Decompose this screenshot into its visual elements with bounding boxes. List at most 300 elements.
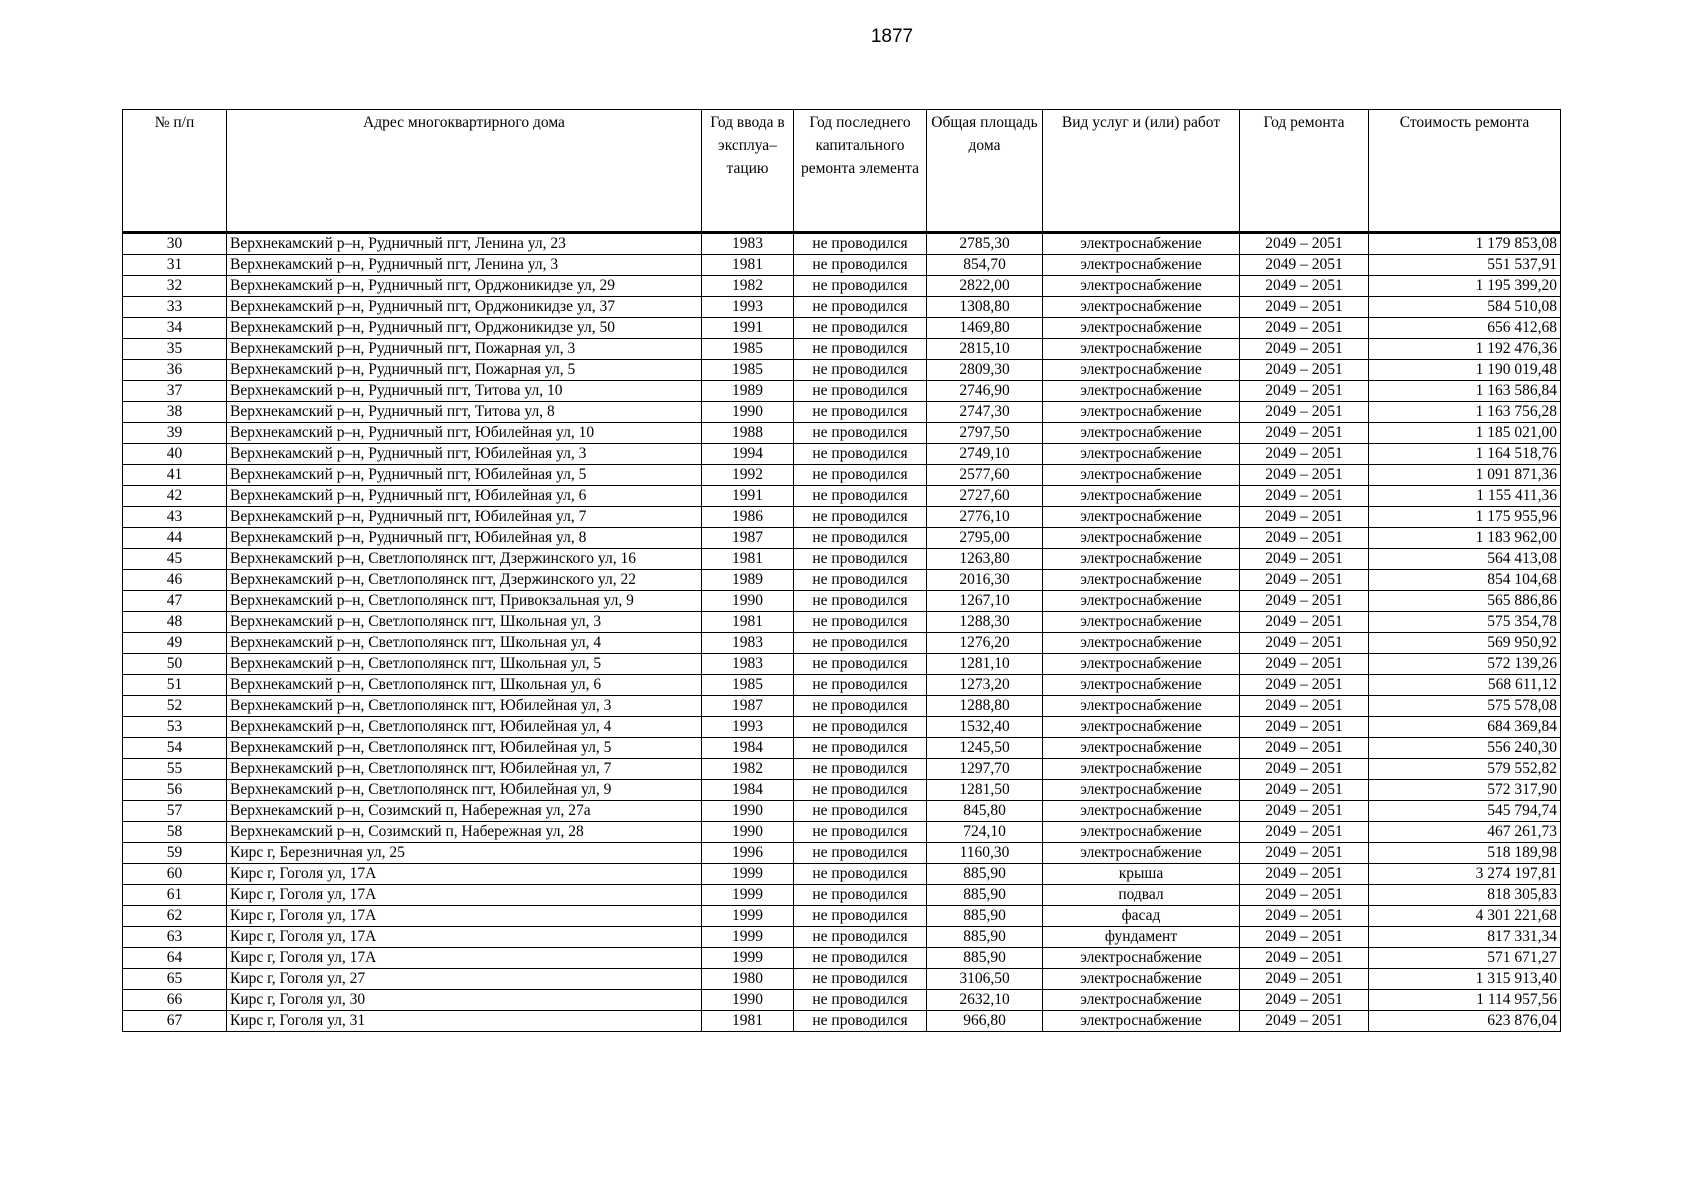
row-number: 63 bbox=[123, 927, 227, 948]
service-cell: подвал bbox=[1043, 885, 1240, 906]
row-number: 64 bbox=[123, 948, 227, 969]
repair-period-cell: 2049 – 2051 bbox=[1240, 885, 1369, 906]
area-cell: 1276,20 bbox=[927, 633, 1043, 654]
last-repair-cell: не проводился bbox=[794, 927, 927, 948]
cost-cell: 568 611,12 bbox=[1369, 675, 1561, 696]
cost-cell: 1 315 913,40 bbox=[1369, 969, 1561, 990]
service-cell: электроснабжение bbox=[1043, 423, 1240, 444]
repair-period-cell: 2049 – 2051 bbox=[1240, 318, 1369, 339]
header-area: Общая площадь дома bbox=[927, 110, 1043, 233]
area-cell: 2747,30 bbox=[927, 402, 1043, 423]
row-number: 36 bbox=[123, 360, 227, 381]
service-cell: электроснабжение bbox=[1043, 717, 1240, 738]
service-cell: электроснабжение bbox=[1043, 801, 1240, 822]
area-cell: 966,80 bbox=[927, 1011, 1043, 1032]
cost-cell: 656 412,68 bbox=[1369, 318, 1561, 339]
cost-cell: 1 185 021,00 bbox=[1369, 423, 1561, 444]
table-row bbox=[123, 864, 1561, 885]
area-cell: 1532,40 bbox=[927, 717, 1043, 738]
address-cell: Верхнекамский р–н, Рудничный пгт, Пожарная ул, 5 bbox=[227, 360, 702, 381]
repair-period-cell: 2049 – 2051 bbox=[1240, 255, 1369, 276]
area-cell: 1273,20 bbox=[927, 675, 1043, 696]
row-number: 51 bbox=[123, 675, 227, 696]
row-number: 44 bbox=[123, 528, 227, 549]
service-cell: электроснабжение bbox=[1043, 654, 1240, 675]
area-cell: 2632,10 bbox=[927, 990, 1043, 1011]
year-built-cell: 1999 bbox=[702, 948, 794, 969]
area-cell: 2797,50 bbox=[927, 423, 1043, 444]
last-repair-cell: не проводился bbox=[794, 444, 927, 465]
table-row bbox=[123, 465, 1561, 486]
repair-period-cell: 2049 – 2051 bbox=[1240, 738, 1369, 759]
year-built-cell: 1994 bbox=[702, 444, 794, 465]
year-built-cell: 1999 bbox=[702, 885, 794, 906]
repair-period-cell: 2049 – 2051 bbox=[1240, 549, 1369, 570]
last-repair-cell: не проводился bbox=[794, 675, 927, 696]
repair-period-cell: 2049 – 2051 bbox=[1240, 759, 1369, 780]
area-cell: 2749,10 bbox=[927, 444, 1043, 465]
year-built-cell: 1986 bbox=[702, 507, 794, 528]
row-number: 30 bbox=[123, 233, 227, 255]
repair-period-cell: 2049 – 2051 bbox=[1240, 528, 1369, 549]
table-row bbox=[123, 444, 1561, 465]
service-cell: электроснабжение bbox=[1043, 276, 1240, 297]
repair-period-cell: 2049 – 2051 bbox=[1240, 507, 1369, 528]
address-cell: Верхнекамский р–н, Светлополянск пгт, Дзержинского ул, 16 bbox=[227, 549, 702, 570]
year-built-cell: 1993 bbox=[702, 717, 794, 738]
address-cell: Верхнекамский р–н, Светлополянск пгт, Школьная ул, 5 bbox=[227, 654, 702, 675]
table-row bbox=[123, 276, 1561, 297]
service-cell: электроснабжение bbox=[1043, 822, 1240, 843]
row-number: 55 bbox=[123, 759, 227, 780]
area-cell: 1297,70 bbox=[927, 759, 1043, 780]
area-cell: 1245,50 bbox=[927, 738, 1043, 759]
service-cell: крыша bbox=[1043, 864, 1240, 885]
repair-period-cell: 2049 – 2051 bbox=[1240, 717, 1369, 738]
table-row bbox=[123, 780, 1561, 801]
repair-registry-table bbox=[122, 109, 1561, 1032]
cost-cell: 1 155 411,36 bbox=[1369, 486, 1561, 507]
table-row bbox=[123, 318, 1561, 339]
table-row bbox=[123, 233, 1561, 255]
service-cell: электроснабжение bbox=[1043, 486, 1240, 507]
year-built-cell: 1987 bbox=[702, 528, 794, 549]
address-cell: Верхнекамский р–н, Светлополянск пгт, Юбилейная ул, 5 bbox=[227, 738, 702, 759]
repair-period-cell: 2049 – 2051 bbox=[1240, 801, 1369, 822]
last-repair-cell: не проводился bbox=[794, 570, 927, 591]
last-repair-cell: не проводился bbox=[794, 612, 927, 633]
repair-period-cell: 2049 – 2051 bbox=[1240, 423, 1369, 444]
last-repair-cell: не проводился bbox=[794, 948, 927, 969]
header-service: Вид услуг и (или) работ bbox=[1043, 110, 1240, 233]
row-number: 57 bbox=[123, 801, 227, 822]
repair-period-cell: 2049 – 2051 bbox=[1240, 822, 1369, 843]
area-cell: 724,10 bbox=[927, 822, 1043, 843]
cost-cell: 3 274 197,81 bbox=[1369, 864, 1561, 885]
address-cell: Верхнекамский р–н, Светлополянск пгт, Привокзальная ул, 9 bbox=[227, 591, 702, 612]
service-cell: электроснабжение bbox=[1043, 255, 1240, 276]
year-built-cell: 1990 bbox=[702, 402, 794, 423]
table-row bbox=[123, 927, 1561, 948]
service-cell: электроснабжение bbox=[1043, 444, 1240, 465]
area-cell: 2776,10 bbox=[927, 507, 1043, 528]
address-cell: Верхнекамский р–н, Рудничный пгт, Юбилейная ул, 7 bbox=[227, 507, 702, 528]
repair-period-cell: 2049 – 2051 bbox=[1240, 654, 1369, 675]
cost-cell: 1 179 853,08 bbox=[1369, 233, 1561, 255]
year-built-cell: 1984 bbox=[702, 738, 794, 759]
area-cell: 1288,30 bbox=[927, 612, 1043, 633]
area-cell: 2785,30 bbox=[927, 233, 1043, 255]
header-repair-period: Год ремонта bbox=[1240, 110, 1369, 233]
last-repair-cell: не проводился bbox=[794, 339, 927, 360]
address-cell: Верхнекамский р–н, Рудничный пгт, Юбилейная ул, 10 bbox=[227, 423, 702, 444]
address-cell: Верхнекамский р–н, Светлополянск пгт, Юбилейная ул, 7 bbox=[227, 759, 702, 780]
address-cell: Верхнекамский р–н, Созимский п, Набережная ул, 27а bbox=[227, 801, 702, 822]
address-cell: Кирс г, Гоголя ул, 17А bbox=[227, 864, 702, 885]
last-repair-cell: не проводился bbox=[794, 864, 927, 885]
row-number: 34 bbox=[123, 318, 227, 339]
service-cell: электроснабжение bbox=[1043, 969, 1240, 990]
area-cell: 1469,80 bbox=[927, 318, 1043, 339]
last-repair-cell: не проводился bbox=[794, 528, 927, 549]
year-built-cell: 1985 bbox=[702, 339, 794, 360]
service-cell: электроснабжение bbox=[1043, 738, 1240, 759]
area-cell: 1263,80 bbox=[927, 549, 1043, 570]
last-repair-cell: не проводился bbox=[794, 486, 927, 507]
address-cell: Кирс г, Гоголя ул, 17А bbox=[227, 906, 702, 927]
year-built-cell: 1983 bbox=[702, 233, 794, 255]
year-built-cell: 1993 bbox=[702, 297, 794, 318]
address-cell: Верхнекамский р–н, Рудничный пгт, Пожарная ул, 3 bbox=[227, 339, 702, 360]
address-cell: Кирс г, Гоголя ул, 17А bbox=[227, 948, 702, 969]
last-repair-cell: не проводился bbox=[794, 759, 927, 780]
table-row bbox=[123, 570, 1561, 591]
repair-period-cell: 2049 – 2051 bbox=[1240, 591, 1369, 612]
address-cell: Верхнекамский р–н, Рудничный пгт, Юбилейная ул, 6 bbox=[227, 486, 702, 507]
year-built-cell: 1990 bbox=[702, 990, 794, 1011]
service-cell: электроснабжение bbox=[1043, 843, 1240, 864]
repair-period-cell: 2049 – 2051 bbox=[1240, 906, 1369, 927]
header-last-repair: Год последнего капитального ремонта элемента bbox=[794, 110, 927, 233]
cost-cell: 1 163 586,84 bbox=[1369, 381, 1561, 402]
area-cell: 3106,50 bbox=[927, 969, 1043, 990]
table-row bbox=[123, 990, 1561, 1011]
year-built-cell: 1991 bbox=[702, 486, 794, 507]
table-row bbox=[123, 675, 1561, 696]
row-number: 47 bbox=[123, 591, 227, 612]
year-built-cell: 1987 bbox=[702, 696, 794, 717]
service-cell: электроснабжение bbox=[1043, 633, 1240, 654]
year-built-cell: 1999 bbox=[702, 906, 794, 927]
service-cell: электроснабжение bbox=[1043, 1011, 1240, 1032]
row-number: 41 bbox=[123, 465, 227, 486]
row-number: 54 bbox=[123, 738, 227, 759]
year-built-cell: 1990 bbox=[702, 822, 794, 843]
repair-period-cell: 2049 – 2051 bbox=[1240, 675, 1369, 696]
cost-cell: 467 261,73 bbox=[1369, 822, 1561, 843]
row-number: 48 bbox=[123, 612, 227, 633]
table-row bbox=[123, 381, 1561, 402]
header-number: № п/п bbox=[123, 110, 227, 233]
area-cell: 2795,00 bbox=[927, 528, 1043, 549]
address-cell: Кирс г, Березничная ул, 25 bbox=[227, 843, 702, 864]
cost-cell: 1 190 019,48 bbox=[1369, 360, 1561, 381]
address-cell: Кирс г, Гоголя ул, 27 bbox=[227, 969, 702, 990]
address-cell: Верхнекамский р–н, Светлополянск пгт, Школьная ул, 4 bbox=[227, 633, 702, 654]
repair-period-cell: 2049 – 2051 bbox=[1240, 612, 1369, 633]
year-built-cell: 1991 bbox=[702, 318, 794, 339]
row-number: 40 bbox=[123, 444, 227, 465]
address-cell: Кирс г, Гоголя ул, 30 bbox=[227, 990, 702, 1011]
area-cell: 1160,30 bbox=[927, 843, 1043, 864]
service-cell: электроснабжение bbox=[1043, 381, 1240, 402]
year-built-cell: 1984 bbox=[702, 780, 794, 801]
cost-cell: 4 301 221,68 bbox=[1369, 906, 1561, 927]
row-number: 49 bbox=[123, 633, 227, 654]
table-header bbox=[123, 110, 1561, 233]
cost-cell: 551 537,91 bbox=[1369, 255, 1561, 276]
row-number: 39 bbox=[123, 423, 227, 444]
address-cell: Верхнекамский р–н, Светлополянск пгт, Юбилейная ул, 3 bbox=[227, 696, 702, 717]
table-row bbox=[123, 1011, 1561, 1032]
year-built-cell: 1982 bbox=[702, 276, 794, 297]
cost-cell: 1 163 756,28 bbox=[1369, 402, 1561, 423]
table-row bbox=[123, 402, 1561, 423]
repair-period-cell: 2049 – 2051 bbox=[1240, 402, 1369, 423]
cost-cell: 569 950,92 bbox=[1369, 633, 1561, 654]
cost-cell: 571 671,27 bbox=[1369, 948, 1561, 969]
table-row bbox=[123, 738, 1561, 759]
last-repair-cell: не проводился bbox=[794, 318, 927, 339]
repair-period-cell: 2049 – 2051 bbox=[1240, 381, 1369, 402]
address-cell: Верхнекамский р–н, Рудничный пгт, Орджоникидзе ул, 37 bbox=[227, 297, 702, 318]
address-cell: Верхнекамский р–н, Созимский п, Набережная ул, 28 bbox=[227, 822, 702, 843]
table-row bbox=[123, 528, 1561, 549]
row-number: 42 bbox=[123, 486, 227, 507]
row-number: 66 bbox=[123, 990, 227, 1011]
address-cell: Верхнекамский р–н, Рудничный пгт, Юбилейная ул, 5 bbox=[227, 465, 702, 486]
service-cell: фасад bbox=[1043, 906, 1240, 927]
last-repair-cell: не проводился bbox=[794, 423, 927, 444]
service-cell: электроснабжение bbox=[1043, 675, 1240, 696]
repair-period-cell: 2049 – 2051 bbox=[1240, 780, 1369, 801]
last-repair-cell: не проводился bbox=[794, 633, 927, 654]
service-cell: электроснабжение bbox=[1043, 233, 1240, 255]
last-repair-cell: не проводился bbox=[794, 885, 927, 906]
row-number: 33 bbox=[123, 297, 227, 318]
cost-cell: 818 305,83 bbox=[1369, 885, 1561, 906]
last-repair-cell: не проводился bbox=[794, 297, 927, 318]
table-row bbox=[123, 633, 1561, 654]
service-cell: электроснабжение bbox=[1043, 465, 1240, 486]
service-cell: электроснабжение bbox=[1043, 759, 1240, 780]
year-built-cell: 1983 bbox=[702, 633, 794, 654]
table-row bbox=[123, 255, 1561, 276]
cost-cell: 556 240,30 bbox=[1369, 738, 1561, 759]
repair-period-cell: 2049 – 2051 bbox=[1240, 990, 1369, 1011]
row-number: 35 bbox=[123, 339, 227, 360]
cost-cell: 564 413,08 bbox=[1369, 549, 1561, 570]
row-number: 31 bbox=[123, 255, 227, 276]
service-cell: электроснабжение bbox=[1043, 339, 1240, 360]
repair-period-cell: 2049 – 2051 bbox=[1240, 633, 1369, 654]
last-repair-cell: не проводился bbox=[794, 402, 927, 423]
last-repair-cell: не проводился bbox=[794, 255, 927, 276]
cost-cell: 684 369,84 bbox=[1369, 717, 1561, 738]
year-built-cell: 1989 bbox=[702, 570, 794, 591]
table-row bbox=[123, 339, 1561, 360]
row-number: 52 bbox=[123, 696, 227, 717]
area-cell: 885,90 bbox=[927, 906, 1043, 927]
table-row bbox=[123, 696, 1561, 717]
last-repair-cell: не проводился bbox=[794, 381, 927, 402]
repair-period-cell: 2049 – 2051 bbox=[1240, 339, 1369, 360]
year-built-cell: 1985 bbox=[702, 360, 794, 381]
area-cell: 885,90 bbox=[927, 948, 1043, 969]
service-cell: электроснабжение bbox=[1043, 570, 1240, 591]
header-address: Адрес многоквартирного дома bbox=[227, 110, 702, 233]
table-row bbox=[123, 549, 1561, 570]
row-number: 38 bbox=[123, 402, 227, 423]
page-number: 1877 bbox=[870, 26, 914, 47]
table-row bbox=[123, 654, 1561, 675]
area-cell: 1281,10 bbox=[927, 654, 1043, 675]
address-cell: Верхнекамский р–н, Светлополянск пгт, Школьная ул, 6 bbox=[227, 675, 702, 696]
area-cell: 854,70 bbox=[927, 255, 1043, 276]
row-number: 62 bbox=[123, 906, 227, 927]
address-cell: Кирс г, Гоголя ул, 31 bbox=[227, 1011, 702, 1032]
cost-cell: 579 552,82 bbox=[1369, 759, 1561, 780]
address-cell: Кирс г, Гоголя ул, 17А bbox=[227, 927, 702, 948]
cost-cell: 1 183 962,00 bbox=[1369, 528, 1561, 549]
table-row bbox=[123, 948, 1561, 969]
year-built-cell: 1990 bbox=[702, 591, 794, 612]
cost-cell: 1 195 399,20 bbox=[1369, 276, 1561, 297]
year-built-cell: 1980 bbox=[702, 969, 794, 990]
address-cell: Верхнекамский р–н, Рудничный пгт, Титова ул, 8 bbox=[227, 402, 702, 423]
service-cell: электроснабжение bbox=[1043, 591, 1240, 612]
cost-cell: 1 164 518,76 bbox=[1369, 444, 1561, 465]
area-cell: 2822,00 bbox=[927, 276, 1043, 297]
area-cell: 885,90 bbox=[927, 864, 1043, 885]
row-number: 65 bbox=[123, 969, 227, 990]
cost-cell: 572 317,90 bbox=[1369, 780, 1561, 801]
last-repair-cell: не проводился bbox=[794, 906, 927, 927]
service-cell: электроснабжение bbox=[1043, 528, 1240, 549]
cost-cell: 584 510,08 bbox=[1369, 297, 1561, 318]
row-number: 60 bbox=[123, 864, 227, 885]
row-number: 58 bbox=[123, 822, 227, 843]
table-row bbox=[123, 423, 1561, 444]
last-repair-cell: не проводился bbox=[794, 654, 927, 675]
service-cell: фундамент bbox=[1043, 927, 1240, 948]
table-row bbox=[123, 906, 1561, 927]
cost-cell: 565 886,86 bbox=[1369, 591, 1561, 612]
service-cell: электроснабжение bbox=[1043, 780, 1240, 801]
year-built-cell: 1981 bbox=[702, 612, 794, 633]
cost-cell: 545 794,74 bbox=[1369, 801, 1561, 822]
table-row bbox=[123, 507, 1561, 528]
address-cell: Кирс г, Гоголя ул, 17А bbox=[227, 885, 702, 906]
area-cell: 1281,50 bbox=[927, 780, 1043, 801]
last-repair-cell: не проводился bbox=[794, 549, 927, 570]
service-cell: электроснабжение bbox=[1043, 612, 1240, 633]
service-cell: электроснабжение bbox=[1043, 507, 1240, 528]
last-repair-cell: не проводился bbox=[794, 276, 927, 297]
table-row bbox=[123, 717, 1561, 738]
last-repair-cell: не проводился bbox=[794, 738, 927, 759]
repair-period-cell: 2049 – 2051 bbox=[1240, 864, 1369, 885]
repair-period-cell: 2049 – 2051 bbox=[1240, 570, 1369, 591]
repair-period-cell: 2049 – 2051 bbox=[1240, 843, 1369, 864]
service-cell: электроснабжение bbox=[1043, 402, 1240, 423]
year-built-cell: 1981 bbox=[702, 549, 794, 570]
repair-period-cell: 2049 – 2051 bbox=[1240, 486, 1369, 507]
last-repair-cell: не проводился bbox=[794, 990, 927, 1011]
table-row bbox=[123, 360, 1561, 381]
repair-period-cell: 2049 – 2051 bbox=[1240, 276, 1369, 297]
cost-cell: 1 114 957,56 bbox=[1369, 990, 1561, 1011]
year-built-cell: 1981 bbox=[702, 1011, 794, 1032]
table-row bbox=[123, 969, 1561, 990]
row-number: 45 bbox=[123, 549, 227, 570]
table-row bbox=[123, 612, 1561, 633]
last-repair-cell: не проводился bbox=[794, 780, 927, 801]
last-repair-cell: не проводился bbox=[794, 696, 927, 717]
row-number: 59 bbox=[123, 843, 227, 864]
service-cell: электроснабжение bbox=[1043, 297, 1240, 318]
cost-cell: 575 354,78 bbox=[1369, 612, 1561, 633]
address-cell: Верхнекамский р–н, Светлополянск пгт, Юбилейная ул, 9 bbox=[227, 780, 702, 801]
row-number: 53 bbox=[123, 717, 227, 738]
table-row bbox=[123, 486, 1561, 507]
service-cell: электроснабжение bbox=[1043, 948, 1240, 969]
cost-cell: 575 578,08 bbox=[1369, 696, 1561, 717]
year-built-cell: 1996 bbox=[702, 843, 794, 864]
table-row bbox=[123, 843, 1561, 864]
area-cell: 2815,10 bbox=[927, 339, 1043, 360]
year-built-cell: 1981 bbox=[702, 255, 794, 276]
address-cell: Верхнекамский р–н, Рудничный пгт, Ленина ул, 3 bbox=[227, 255, 702, 276]
last-repair-cell: не проводился bbox=[794, 591, 927, 612]
year-built-cell: 1990 bbox=[702, 801, 794, 822]
area-cell: 1267,10 bbox=[927, 591, 1043, 612]
cost-cell: 518 189,98 bbox=[1369, 843, 1561, 864]
area-cell: 845,80 bbox=[927, 801, 1043, 822]
last-repair-cell: не проводился bbox=[794, 801, 927, 822]
year-built-cell: 1999 bbox=[702, 927, 794, 948]
last-repair-cell: не проводился bbox=[794, 465, 927, 486]
area-cell: 885,90 bbox=[927, 885, 1043, 906]
last-repair-cell: не проводился bbox=[794, 360, 927, 381]
row-number: 43 bbox=[123, 507, 227, 528]
year-built-cell: 1985 bbox=[702, 675, 794, 696]
area-cell: 2727,60 bbox=[927, 486, 1043, 507]
service-cell: электроснабжение bbox=[1043, 360, 1240, 381]
repair-period-cell: 2049 – 2051 bbox=[1240, 233, 1369, 255]
service-cell: электроснабжение bbox=[1043, 318, 1240, 339]
last-repair-cell: не проводился bbox=[794, 822, 927, 843]
table-row bbox=[123, 591, 1561, 612]
table-row bbox=[123, 822, 1561, 843]
service-cell: электроснабжение bbox=[1043, 990, 1240, 1011]
area-cell: 1308,80 bbox=[927, 297, 1043, 318]
area-cell: 2577,60 bbox=[927, 465, 1043, 486]
row-number: 46 bbox=[123, 570, 227, 591]
address-cell: Верхнекамский р–н, Светлополянск пгт, Дзержинского ул, 22 bbox=[227, 570, 702, 591]
area-cell: 1288,80 bbox=[927, 696, 1043, 717]
address-cell: Верхнекамский р–н, Рудничный пгт, Юбилейная ул, 8 bbox=[227, 528, 702, 549]
